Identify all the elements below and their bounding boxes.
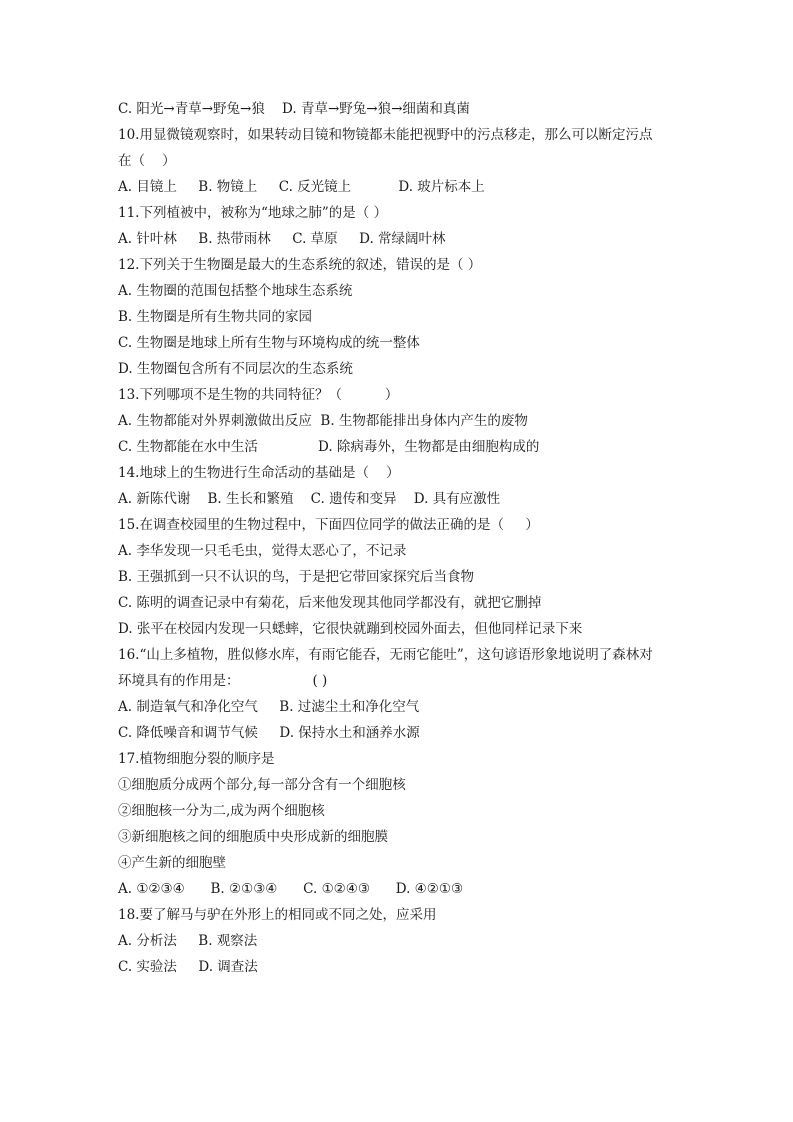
q10-stem: 10.用显微镜观察时，如果转动目镜和物镜都未能把视野中的污点移走，那么可以断定污点 — [118, 127, 653, 143]
q15-option-d: D. 张平在校园内发现一只蟋蟀，它很快就蹦到校园外面去，但他同样记录下来 — [118, 621, 583, 637]
q17-step-4: ④产生新的细胞壁 — [118, 855, 226, 871]
q17-step-2: ②细胞核一分为二,成为两个细胞核 — [118, 803, 325, 819]
q9-options-cd: C. 阳光→青草→野兔→狼 D. 青草→野兔→狼→细菌和真菌 — [118, 101, 470, 117]
q16-options-cd: C. 降低噪音和调节气候 D. 保持水土和涵养水源 — [118, 725, 420, 741]
q18-stem: 18.要了解马与驴在外形上的相同或不同之处，应采用 — [118, 907, 437, 923]
q15-option-c: C. 陈明的调查记录中有菊花，后来他发现其他同学都没有，就把它删掉 — [118, 595, 542, 611]
q12-option-c: C. 生物圈是地球上所有生物与环境构成的统一整体 — [118, 335, 420, 351]
q12-option-b: B. 生物圈是所有生物共同的家园 — [118, 309, 313, 325]
q11-stem: 11.下列植被中，被称为“地球之肺”的是（ ） — [118, 205, 388, 221]
q12-option-d: D. 生物圈包含所有不同层次的生态系统 — [118, 361, 353, 377]
q18-options-cd: C. 实验法 D. 调查法 — [118, 959, 258, 975]
q17-step-1: ①细胞质分成两个部分,每一部分含有一个细胞核 — [118, 777, 406, 793]
q14-options: A. 新陈代谢 B. 生长和繁殖 C. 遗传和变异 D. 具有应激性 — [118, 491, 501, 507]
q17-step-3: ③新细胞核之间的细胞质中央形成新的细胞膜 — [118, 829, 388, 845]
q13-stem: 13.下列哪项不是生物的共同特征？（ ） — [118, 387, 399, 403]
q15-stem: 15.在调查校园里的生物过程中，下面四位同学的做法正确的是（ ） — [118, 517, 539, 533]
q15-option-b: B. 王强抓到一只不认识的鸟，于是把它带回家探究后当食物 — [118, 569, 475, 585]
q10-stem-cont: 在（ ） — [118, 153, 176, 169]
q17-stem: 17.植物细胞分裂的顺序是 — [118, 751, 275, 767]
q17-options: A. ①②③④ B. ②①③④ C. ①②④③ D. ④②①③ — [118, 881, 464, 897]
q18-options-ab: A. 分析法 B. 观察法 — [118, 933, 258, 949]
q10-options: A. 目镜上 B. 物镜上 C. 反光镜上 D. 玻片标本上 — [118, 179, 485, 195]
q16-stem-cont: 环境具有的作用是： ( ) — [118, 673, 328, 689]
q15-option-a: A. 李华发现一只毛毛虫，觉得太恶心了，不记录 — [118, 543, 407, 559]
q16-options-ab: A. 制造氧气和净化空气 B. 过滤尘土和净化空气 — [118, 699, 420, 715]
q12-option-a: A. 生物圈的范围包括整个地球生态系统 — [118, 283, 353, 299]
q14-stem: 14.地球上的生物进行生命活动的基础是（ ） — [118, 465, 400, 481]
q11-options: A. 针叶林 B. 热带雨林 C. 草原 D. 常绿阔叶林 — [118, 231, 446, 247]
q16-stem: 16.“山上多植物，胜似修水库，有雨它能吞，无雨它能吐”，这句谚语形象地说明了森林对 — [118, 647, 653, 663]
q13-options-cd: C. 生物都能在水中生活 D. 除病毒外，生物都是由细胞构成的 — [118, 439, 540, 455]
q13-options-ab: A. 生物都能对外界刺激做出反应 B. 生物都能排出身体内产生的废物 — [118, 413, 528, 429]
q12-stem: 12.下列关于生物圈是最大的生态系统的叙述，错误的是（ ） — [118, 257, 482, 273]
